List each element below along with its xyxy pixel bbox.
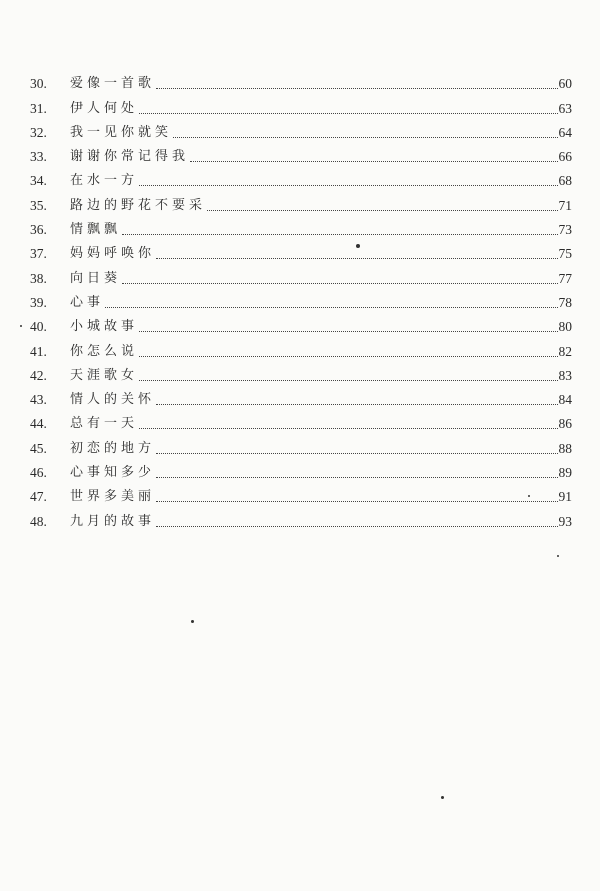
entry-number: 40. xyxy=(30,319,47,335)
dot-leader xyxy=(156,453,557,454)
entry-number: 46. xyxy=(30,465,47,481)
toc-entry[interactable] xyxy=(24,408,572,432)
dot-leader xyxy=(139,113,557,114)
dot-leader xyxy=(173,137,557,138)
dot-leader xyxy=(122,234,557,235)
toc-entry[interactable] xyxy=(24,360,572,384)
entry-title: 情人的关怀 xyxy=(70,392,156,408)
entry-page: 77 xyxy=(558,270,572,286)
entry-number: 41. xyxy=(30,343,47,359)
entry-number: 31. xyxy=(30,100,47,116)
dot-leader xyxy=(190,161,557,162)
entry-page: 60 xyxy=(558,76,572,92)
toc-entry[interactable] xyxy=(24,481,572,505)
entry-page: 75 xyxy=(558,246,572,262)
scan-speck xyxy=(528,495,530,497)
entry-number: 36. xyxy=(30,222,47,238)
toc-entry[interactable] xyxy=(24,287,572,311)
entry-page: 80 xyxy=(558,319,572,335)
entry-page: 64 xyxy=(558,124,572,140)
entry-page: 89 xyxy=(558,465,572,481)
entry-title: 你怎么说 xyxy=(70,343,139,359)
entry-title: 爱像一首歌 xyxy=(70,76,156,92)
entry-number: 32. xyxy=(30,124,47,140)
dot-leader xyxy=(139,331,557,332)
dot-leader xyxy=(139,356,557,357)
entry-page: 83 xyxy=(558,367,572,383)
entry-title: 伊人何处 xyxy=(70,100,139,116)
entry-title: 心事知多少 xyxy=(70,465,156,481)
dot-leader xyxy=(156,526,557,527)
entry-title: 心事 xyxy=(70,294,105,310)
entry-title: 世界多美丽 xyxy=(70,489,156,505)
entry-title: 路边的野花不要采 xyxy=(70,197,207,213)
dot-leader xyxy=(207,210,557,211)
toc-entry[interactable] xyxy=(24,189,572,213)
toc-entry[interactable] xyxy=(24,92,572,116)
entry-title: 小城故事 xyxy=(70,319,139,335)
dot-leader xyxy=(156,501,557,502)
entry-page: 91 xyxy=(558,489,572,505)
entry-number: 39. xyxy=(30,294,47,310)
entry-title: 我一见你就笑 xyxy=(70,124,173,140)
entry-title: 向日葵 xyxy=(70,270,122,286)
entry-number: 43. xyxy=(30,392,47,408)
entry-number: 33. xyxy=(30,149,47,165)
entry-page: 84 xyxy=(558,392,572,408)
entry-page: 66 xyxy=(558,149,572,165)
entry-number: 37. xyxy=(30,246,47,262)
dot-leader xyxy=(139,380,557,381)
toc-entry[interactable] xyxy=(24,214,572,238)
dot-leader xyxy=(156,88,557,89)
entry-number: 34. xyxy=(30,173,47,189)
entry-number: 42. xyxy=(30,367,47,383)
entry-page: 86 xyxy=(558,416,572,432)
entry-title: 情飘飘 xyxy=(70,222,122,238)
entry-page: 63 xyxy=(558,100,572,116)
entry-number: 44. xyxy=(30,416,47,432)
toc-entry[interactable] xyxy=(24,141,572,165)
entry-page: 71 xyxy=(558,197,572,213)
dot-leader xyxy=(156,404,557,405)
dot-leader xyxy=(105,307,557,308)
entry-page: 82 xyxy=(558,343,572,359)
scan-speck xyxy=(557,555,559,557)
entry-title: 妈妈呼唤你 xyxy=(70,246,156,262)
toc-entry[interactable] xyxy=(24,68,572,92)
toc-entry[interactable] xyxy=(24,238,572,262)
entry-number: 30. xyxy=(30,76,47,92)
toc-entry[interactable] xyxy=(24,311,572,335)
entry-number: 48. xyxy=(30,513,47,529)
toc-entry[interactable] xyxy=(24,505,572,529)
dot-leader xyxy=(156,258,557,259)
entry-number: 47. xyxy=(30,489,47,505)
entry-page: 78 xyxy=(558,294,572,310)
scan-speck xyxy=(441,796,444,799)
table-of-contents xyxy=(24,68,572,530)
entry-number: 35. xyxy=(30,197,47,213)
entry-title: 初恋的地方 xyxy=(70,440,156,456)
toc-entry[interactable] xyxy=(24,457,572,481)
entry-title: 天涯歌女 xyxy=(70,367,139,383)
dot-leader xyxy=(139,428,557,429)
dot-leader xyxy=(122,283,557,284)
entry-page: 68 xyxy=(558,173,572,189)
entry-page: 88 xyxy=(558,440,572,456)
scan-speck xyxy=(191,620,194,623)
toc-entry[interactable] xyxy=(24,384,572,408)
scan-speck xyxy=(20,325,22,327)
entry-page: 93 xyxy=(558,513,572,529)
toc-entry[interactable] xyxy=(24,117,572,141)
entry-title: 在水一方 xyxy=(70,173,139,189)
toc-entry[interactable] xyxy=(24,262,572,286)
scan-speck xyxy=(356,244,360,248)
entry-title: 九月的故事 xyxy=(70,513,156,529)
dot-leader xyxy=(139,185,557,186)
entry-title: 谢谢你常记得我 xyxy=(70,149,190,165)
toc-entry[interactable] xyxy=(24,165,572,189)
entry-number: 38. xyxy=(30,270,47,286)
entry-page: 73 xyxy=(558,222,572,238)
entry-number: 45. xyxy=(30,440,47,456)
entry-title: 总有一天 xyxy=(70,416,139,432)
dot-leader xyxy=(156,477,557,478)
toc-entry[interactable] xyxy=(24,335,572,359)
toc-entry[interactable] xyxy=(24,432,572,456)
